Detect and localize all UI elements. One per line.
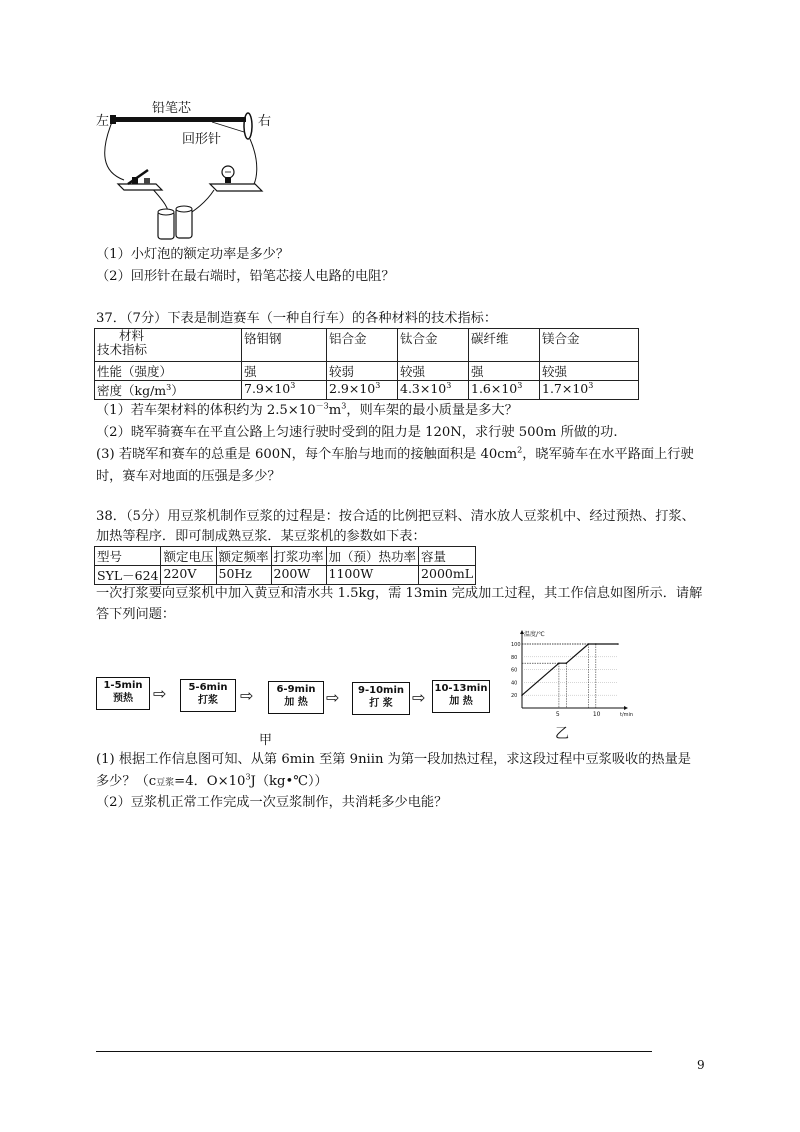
q38-line1: 38．（5分）用豆浆机制作豆浆的过程是：按合适的比例把豆料、清水放人豆浆机中、经过预热、打浆、 [96,509,695,524]
value-cell: SYL－624 [95,566,161,585]
wire-right [250,139,257,190]
flow-step: 9-10min 打 浆 [352,682,410,715]
x-tick-label: 5 [555,711,560,718]
material-cell: 镁合金 [540,329,639,362]
materials-table [94,328,639,400]
q36-sub1: （1）小灯泡的额定功率是多少？ [96,247,290,262]
header-cell: 打浆功率 [271,547,326,566]
material-cell: 铝合金 [327,329,398,362]
x-tick-label: 10 [592,711,601,718]
perf-cell: 强 [242,362,327,381]
page-number: 9 [697,1058,705,1072]
y-tick-label: 80 [511,654,518,661]
table-row [95,566,476,585]
table-row [95,362,639,381]
label-pencil: 铅笔芯 [152,101,192,116]
battery [158,206,192,239]
perf-cell: 较弱 [327,362,398,381]
flow-arrow-icon: ⇨ [240,686,254,705]
data-point [617,643,619,645]
y-tick-label: 20 [511,693,518,700]
row-label: 密度$(kg/m^3)$ [95,381,242,400]
data-point [595,643,597,645]
flow-step: 5-6min 打浆 [180,679,236,712]
label-left: 左 [96,114,110,129]
q37-sub3: (3) 若晓军和赛车的总重是 600N，每个车胎与地而的接触面积是 $40cm^2$，晓军骑车在水平路面上行驶 [96,445,694,462]
table-row [95,329,639,362]
label-right: 右 [258,114,272,129]
data-point [558,662,560,664]
x-axis-label: t/min [620,712,634,718]
header-cell: 容量 [419,547,476,566]
density-cell: $7.9\times 10^3$ [242,381,327,400]
switch [118,170,162,190]
q38-sub1-line2: 多少？（c豆浆=4．$O\times 10^3J(kg•℃)$） [96,772,328,789]
flow-step: 6-9min 加 热 [268,681,324,714]
q38-line3: 一次打浆要向豆浆机中加入黄豆和清水共 1.5kg，需 13min 完成加工过程，其工作信息如图所示．请解 [96,586,703,601]
q36-sub2: （2）回形针在最右端时，铅笔芯接人电路的电阻？ [96,269,395,284]
corner-top: 材料 [119,328,145,343]
data-point [566,662,568,664]
density-cell: $4.3\times 10^3$ [398,381,469,400]
wire-left [105,122,124,180]
q37-sub3-cont: 时，赛车对地面的压强是多少？ [96,469,281,484]
header-cell: 额定电压 [161,547,216,566]
density-cell: $1.6\times 10^3$ [469,381,540,400]
q37-intro: 37．（7分）下表是制造赛车（一种自行车）的各种材料的技术指标： [96,311,498,326]
density-cell: $2.9\times 10^3$ [327,381,398,400]
material-cell: 钛合金 [398,329,469,362]
temperature-chart [500,628,634,718]
soymilk-table [94,546,476,585]
table-row [95,547,476,566]
perf-cell: 较强 [540,362,639,381]
value-cell: 200W [271,566,326,585]
value-cell: 50Hz [216,566,271,585]
flow-arrow-icon: ⇨ [412,688,426,707]
pencil-lead [114,117,246,122]
caption-yi: 乙 [555,726,569,742]
q37-sub1: （1）若车架材料的体积约为 $2.5\times 10^{-3}m^3$，则车架的最小质量是多大？ [96,401,518,418]
q37-sub2: （2）晓军骑赛车在平直公路上匀速行驶时受到的阻力是 120N，求行驶 500m 所做的功. [96,425,618,440]
table-row [95,381,639,400]
label-clip: 回形针 [182,132,222,147]
material-cell: 碳纤维 [469,329,540,362]
header-cell: 加（预）热功率 [326,547,419,566]
q38-sub1-line1: (1) 根据工作信息图可知、从第 6min 至第 9niin 为第一段加热过程，求这段过程中豆浆吸收的热量是 [96,752,691,767]
q38-line2: 加热等程序．即可制成熟豆浆．某豆浆机的参数如下表： [96,529,426,544]
y-tick-label: 40 [511,680,518,687]
value-cell: 2000mL [419,566,476,585]
data-point [521,694,523,696]
flow-arrow-icon: ⇨ [326,688,340,707]
flow-step: 10-13min 加 热 [432,680,490,713]
light-bulb [210,166,262,191]
header-cell: 额定频率 [216,547,271,566]
q38-sub2: （2）豆浆机正常工作完成一次豆浆制作，共消耗多少电能？ [96,795,448,810]
density-cell: $1.7\times 10^3$ [540,381,639,400]
corner-cell [95,329,242,362]
flow-arrow-icon: ⇨ [153,684,167,703]
value-cell: 220V [161,566,216,585]
material-cell: 铬钼钢 [242,329,327,362]
footer-rule [96,1051,652,1052]
y-tick-label: 60 [511,667,518,674]
row-label: 性能（强度） [95,362,242,381]
y-tick-label: 100 [511,642,521,648]
value-cell: 1100W [326,566,419,585]
perf-cell: 强 [469,362,540,381]
header-cell: 型号 [95,547,161,566]
q38-line4: 答下列问题： [96,607,176,622]
caption-jia: 甲 [259,733,273,748]
y-axis-label: 温度/℃ [524,631,545,638]
perf-cell: 较强 [398,362,469,381]
x-axis-arrow [624,706,628,710]
flow-step: 1-5min 预热 [96,677,150,710]
paper-clip [244,113,252,139]
pencil-lead-end [110,115,116,124]
data-point [588,643,590,645]
corner-bottom: 技术指标 [97,342,148,357]
